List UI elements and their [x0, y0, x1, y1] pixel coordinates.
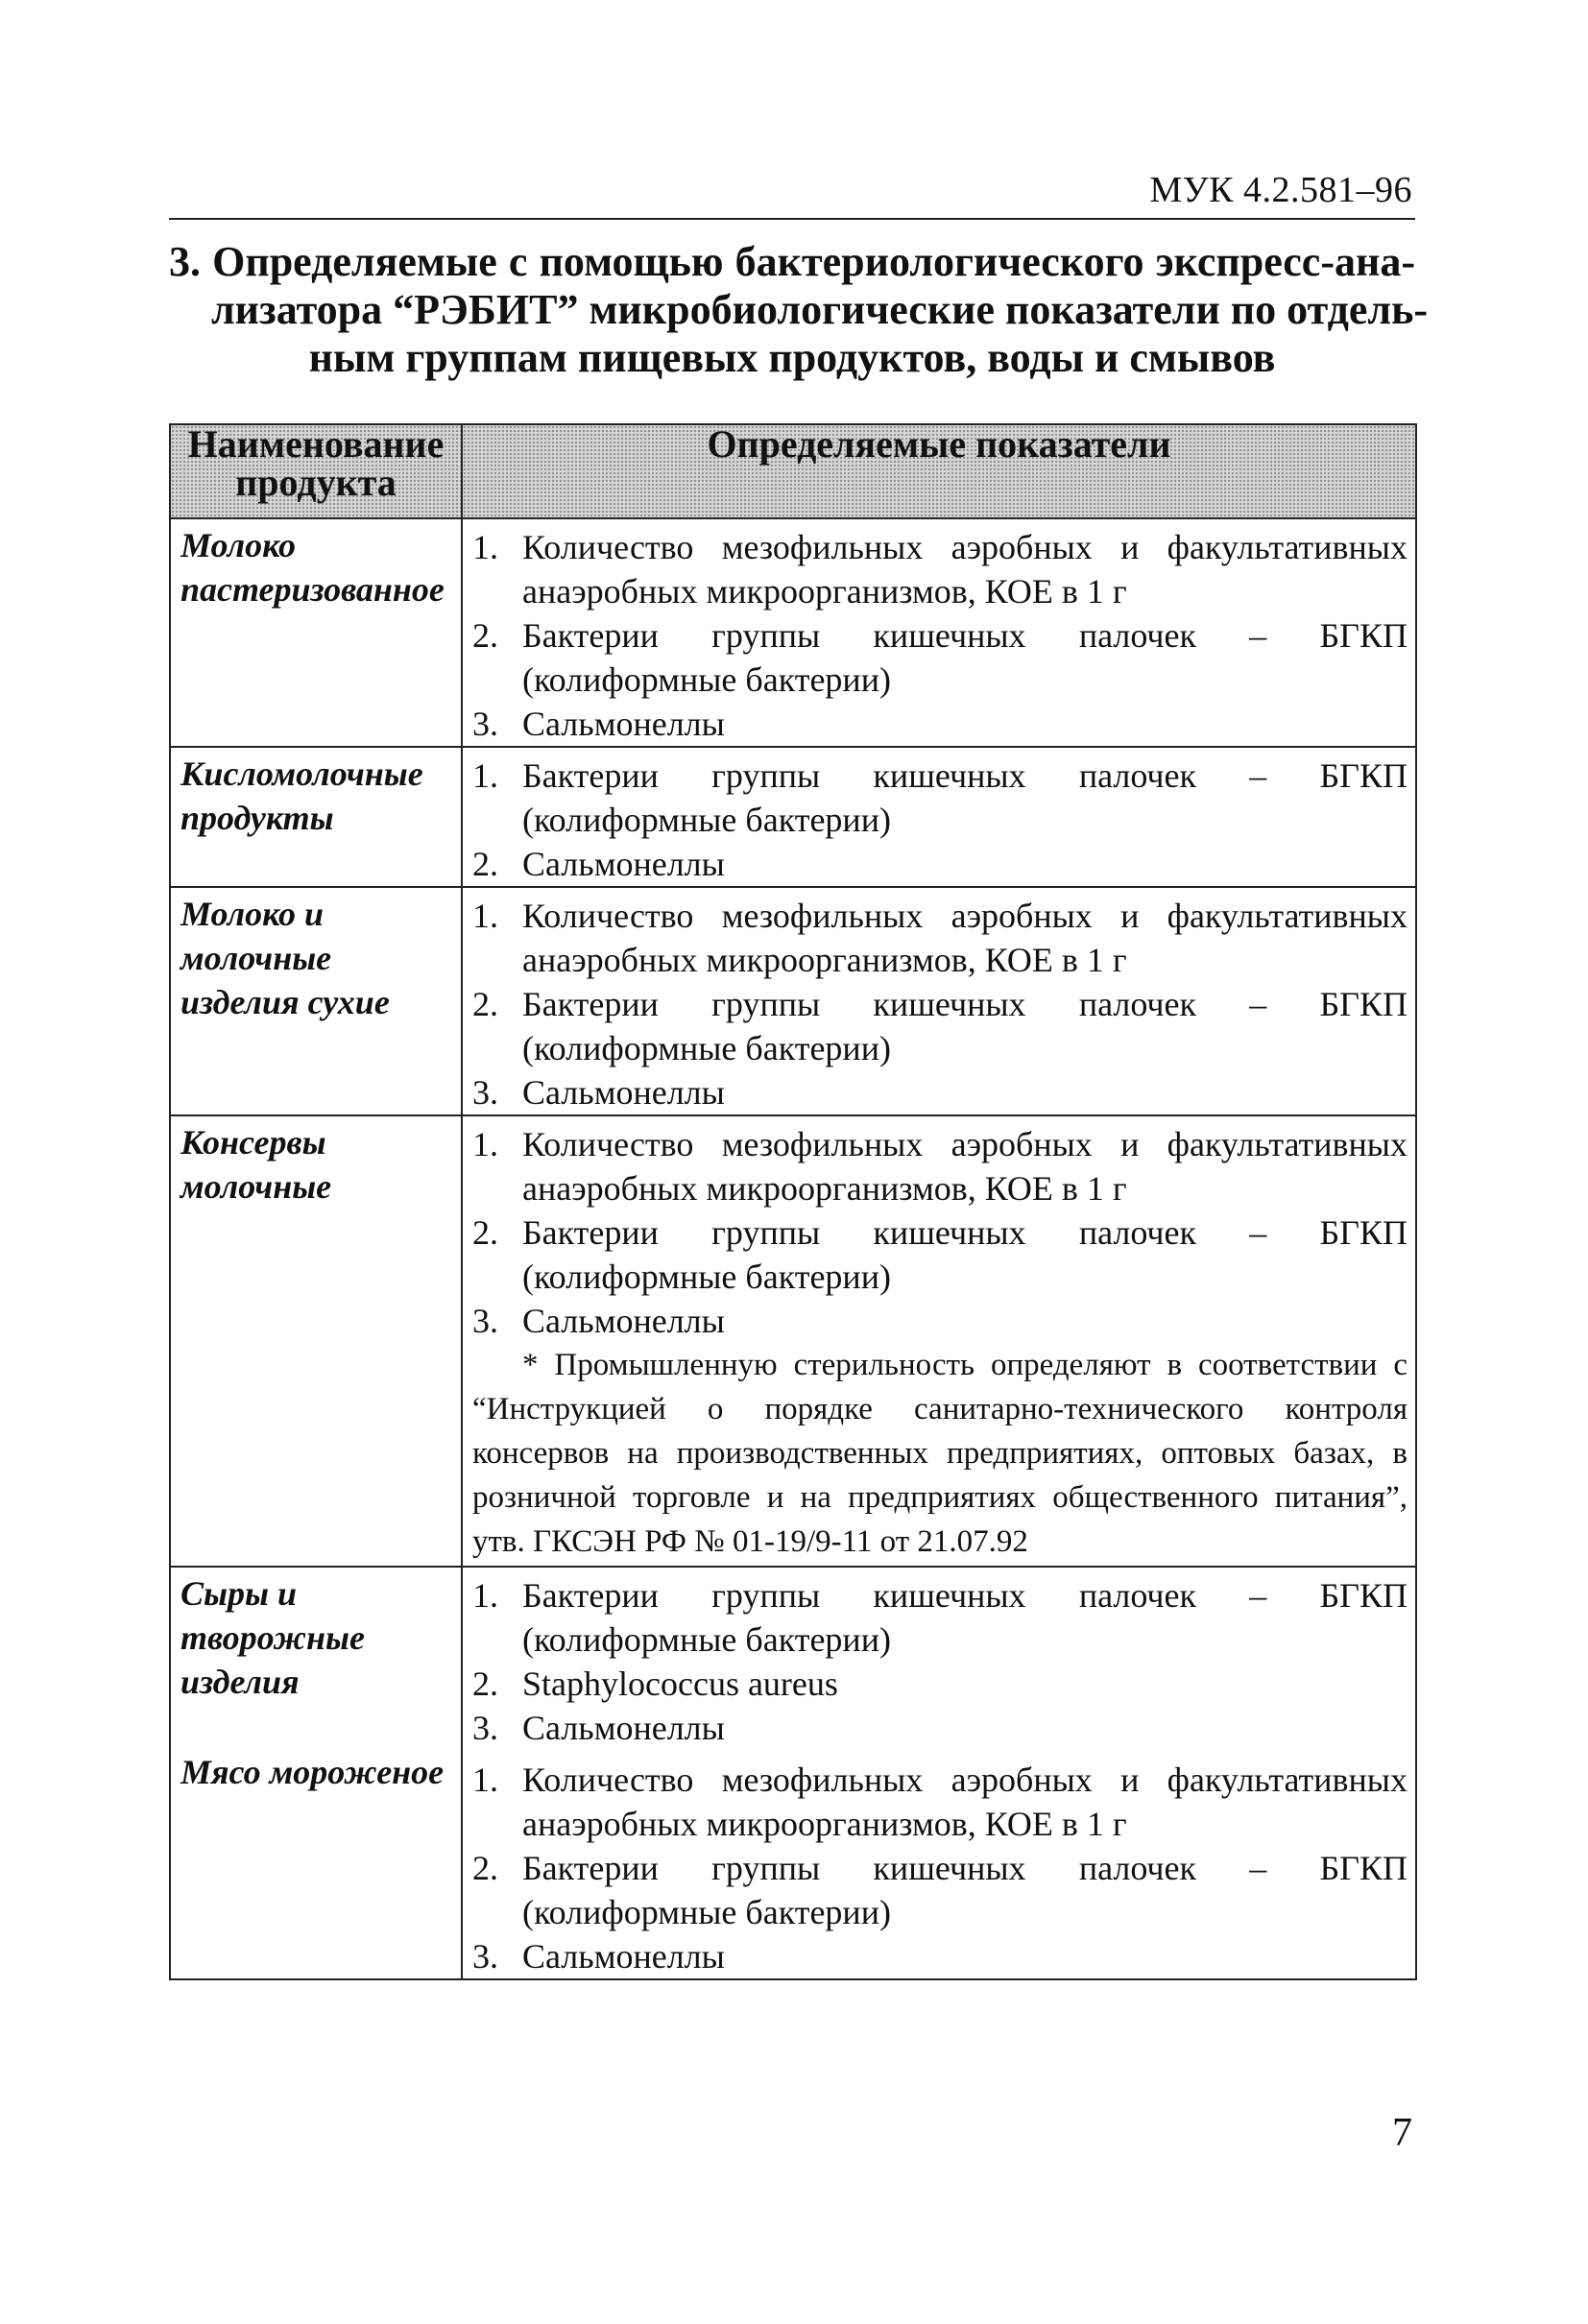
section-title-line-1: 3. Определяемые с помощью бактериологического экспресс-ана-	[169, 238, 1415, 285]
product-name-cell	[170, 1567, 462, 1979]
indicator-item: 3. Сальмонеллы	[472, 1302, 725, 1340]
indicator-list-cell	[462, 887, 1416, 1115]
indicator-item: 2. Staphylococcus aureus	[472, 1665, 838, 1703]
section-title-line-3: ным группам пищевых продуктов, воды и смывов	[308, 334, 1276, 381]
indicator-list-cell	[462, 1115, 1416, 1567]
section-title	[169, 238, 1428, 382]
indicator-item: 2. Бактерии группы кишечных палочек – БГКП (колиформные бактерии)	[472, 1849, 1408, 1931]
section-title-line-2: лизатора “РЭБИТ” микробиологические показатели по отдель-	[211, 286, 1428, 333]
table-row	[170, 518, 1416, 747]
indicator-list-cell	[462, 747, 1416, 887]
indicator-item: 1. Количество мезофильных аэробных и факультативных анаэробных микроорганизмов, КОЕ в 1 г	[472, 897, 1408, 979]
indicator-list-cell	[462, 1567, 1416, 1979]
spacer	[180, 1704, 451, 1750]
indicator-item: 3. Сальмонеллы	[472, 1709, 725, 1747]
header-product: Наименование продукта	[170, 424, 462, 518]
indicator-list-cell	[462, 518, 1416, 747]
indicator-item: 3. Сальмонеллы	[472, 1073, 725, 1112]
page-number: 7	[1392, 2111, 1412, 2155]
indicators-table	[169, 423, 1417, 1980]
sterility-note: * Промышленную стерильность определяют в соответствии с “Инструкцией о порядке санитарно-технического контроля консервов на производственных предприятиях, оптовых базах, в розничной торговле и на предприятиях общественного питания”, утв. ГКСЭН РФ № 01-19/9-11 от 21.07.92	[472, 1348, 1408, 1559]
product-name: Кисломолочные продукты	[170, 747, 462, 887]
indicator-item: 1. Количество мезофильных аэробных и факультативных анаэробных микроорганизмов, КОЕ в 1 г	[472, 1125, 1408, 1208]
indicator-item: 2. Бактерии группы кишечных палочек – БГКП (колиформные бактерии)	[472, 1213, 1408, 1296]
product-name: Сыры и творожные изделия	[180, 1574, 365, 1701]
table-header-row	[170, 424, 1416, 518]
product-name: Молоко и молочные изделия сухие	[170, 887, 462, 1115]
table-row	[170, 1567, 1416, 1979]
table-row	[170, 887, 1416, 1115]
indicator-item: 1. Бактерии группы кишечных палочек – БГКП (колиформные бактерии)	[472, 756, 1408, 839]
document-code: МУК 4.2.581–96	[1149, 170, 1412, 210]
indicator-item: 3. Сальмонеллы	[472, 705, 725, 743]
indicator-item: 1. Количество мезофильных аэробных и факультативных анаэробных микроорганизмов, КОЕ в 1 г	[472, 528, 1408, 611]
indicator-item: 1. Бактерии группы кишечных палочек – БГКП (колиформные бактерии)	[472, 1576, 1408, 1659]
product-name: Молоко пастеризованное	[170, 518, 462, 747]
indicator-item: 1. Количество мезофильных аэробных и факультативных анаэробных микроорганизмов, КОЕ в 1 г	[472, 1761, 1408, 1843]
header-indicators: Определяемые показатели	[462, 424, 1416, 518]
indicator-item: 2. Бактерии группы кишечных палочек – БГКП (колиформные бактерии)	[472, 985, 1408, 1067]
product-name: Консервы молочные	[170, 1115, 462, 1567]
product-name: Мясо мороженое	[180, 1753, 445, 1791]
indicator-item: 3. Сальмонеллы	[472, 1937, 725, 1976]
indicator-item: 2. Сальмонеллы	[472, 845, 725, 883]
table-row	[170, 747, 1416, 887]
header-rule	[169, 218, 1415, 220]
indicator-item: 2. Бактерии группы кишечных палочек – БГКП (колиформные бактерии)	[472, 616, 1408, 699]
table-row	[170, 1115, 1416, 1567]
